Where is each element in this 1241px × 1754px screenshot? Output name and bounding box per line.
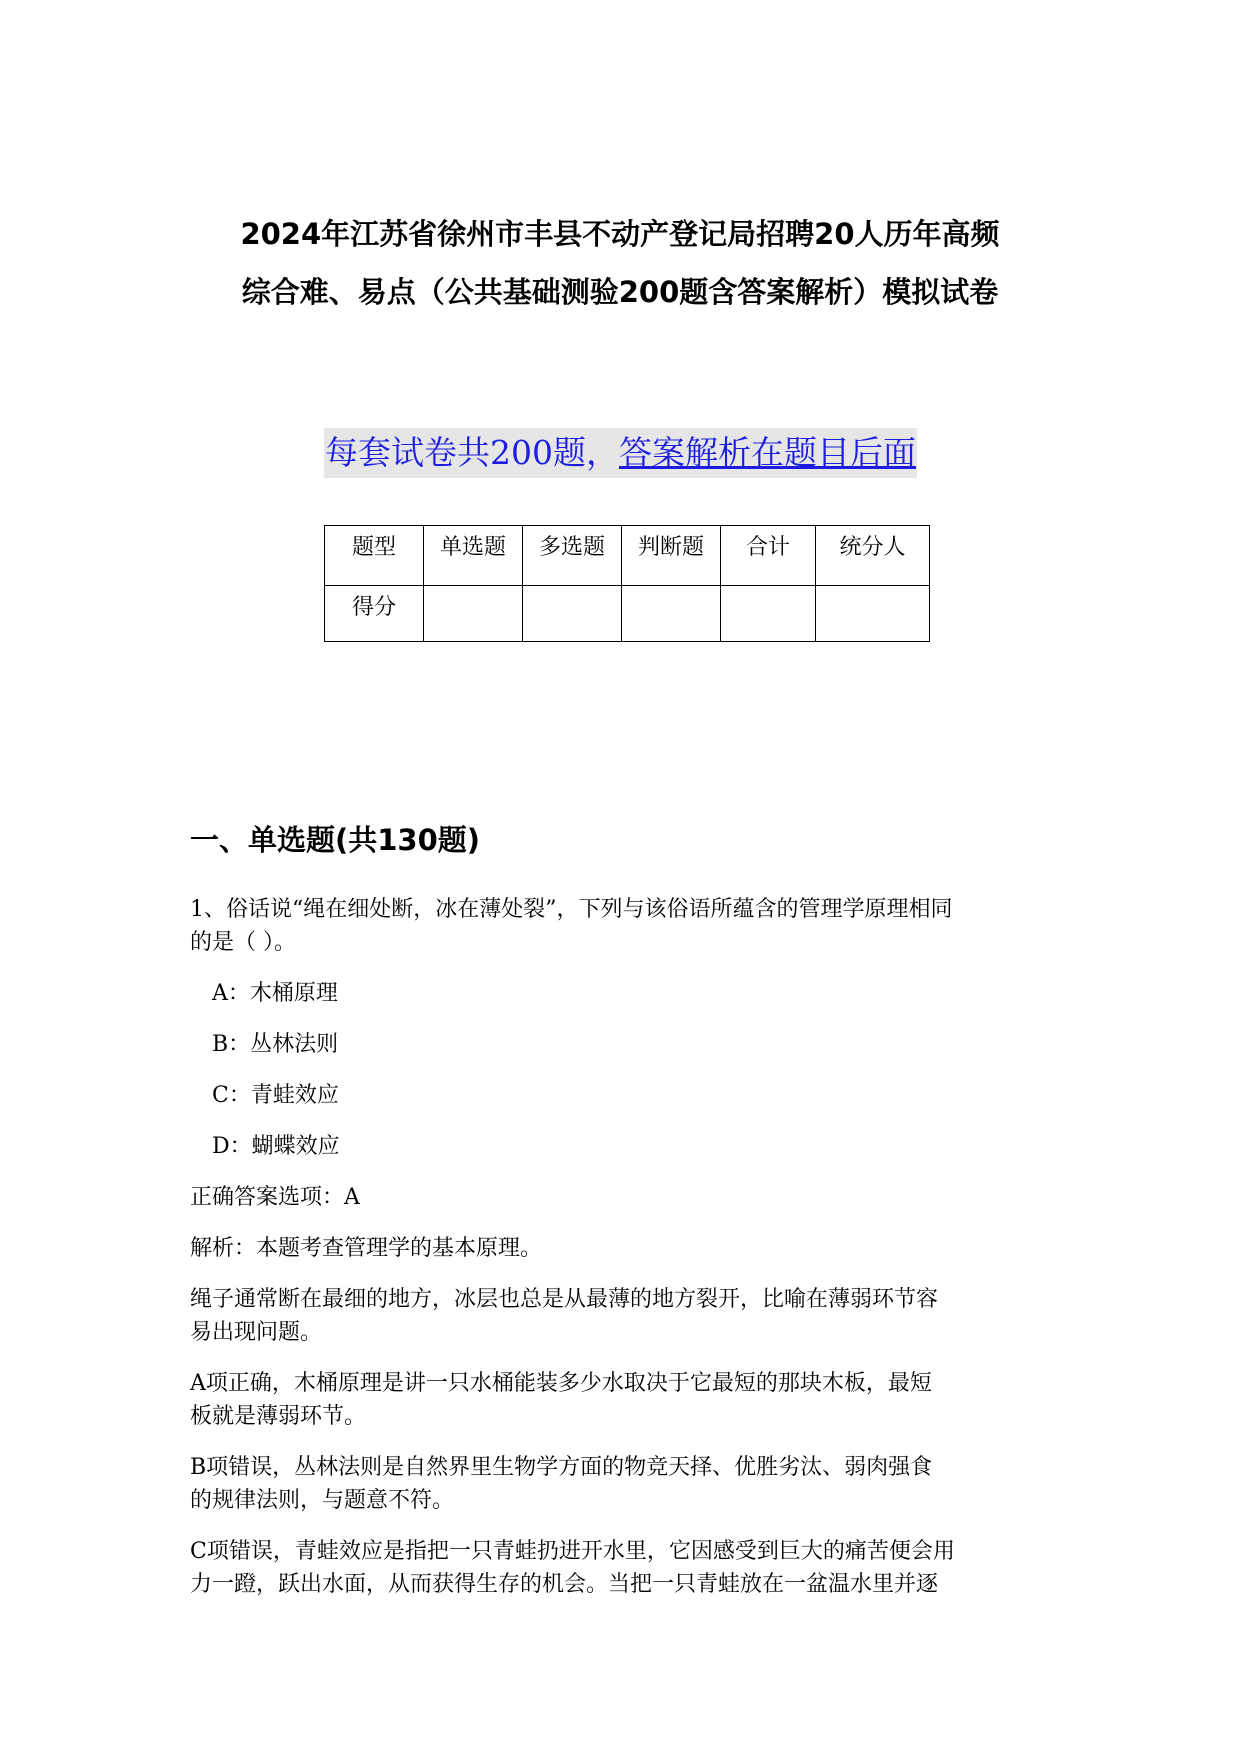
analysis-1-line-1: 绳子通常断在最细的地方，冰层也总是从最薄的地方裂开，比喻在薄弱环节容 [190, 1287, 939, 1312]
analysis-option-c [190, 1535, 1060, 1601]
subtitle-banner [0, 428, 1241, 478]
header-scorer: 统分人 [816, 526, 930, 586]
score-cell-scorer[interactable] [816, 586, 930, 642]
question-stem-line-2: 的是（ ）。 [190, 930, 296, 955]
title-line-1: 2024年江苏省徐州市丰县不动产登记局招聘20人历年高频 [240, 217, 1000, 251]
score-cell-multiple-choice[interactable] [523, 586, 622, 642]
score-table [324, 525, 930, 642]
answer-location-link[interactable]: 答案解析在题目后面 [619, 433, 916, 472]
option-a: A：木桶原理 [212, 981, 338, 1006]
analysis-intro: 解析：本题考查管理学的基本原理。 [190, 1236, 543, 1261]
analysis-c-line-1: C项错误，青蛙效应是指把一只青蛙扔进开水里，它因感受到巨大的痛苦便会用 [190, 1539, 955, 1564]
analysis-option-b [190, 1451, 1060, 1517]
row-label-score: 得分 [325, 586, 424, 642]
score-table-header-row [325, 526, 930, 586]
score-table-score-row [325, 586, 930, 642]
option-b: B：丛林法则 [212, 1032, 339, 1057]
analysis-option-a [190, 1367, 1060, 1433]
subtitle [324, 428, 917, 478]
correct-answer: 正确答案选项：A [190, 1185, 360, 1210]
analysis-b-line-2: 的规律法则，与题意不符。 [190, 1488, 455, 1513]
option-d: D：蝴蝶效应 [212, 1134, 340, 1159]
header-single-choice: 单选题 [424, 526, 523, 586]
analysis-b-line-1: B项错误，丛林法则是自然界里生物学方面的物竞天择、优胜劣汰、弱肉强食 [190, 1455, 933, 1480]
header-true-false: 判断题 [622, 526, 721, 586]
subtitle-text: 每套试卷共200题， [325, 433, 619, 472]
option-c: C：青蛙效应 [212, 1083, 339, 1108]
question-stem [190, 893, 1060, 959]
score-cell-single-choice[interactable] [424, 586, 523, 642]
question-stem-line-1: 1、俗话说“绳在细处断，冰在薄处裂”，下列与该俗语所蕴含的管理学原理相同 [190, 897, 953, 922]
question-1 [190, 893, 1060, 1619]
analysis-1-line-2: 易出现问题。 [190, 1320, 323, 1345]
score-cell-true-false[interactable] [622, 586, 721, 642]
score-cell-total[interactable] [721, 586, 816, 642]
header-total: 合计 [721, 526, 816, 586]
header-multiple-choice: 多选题 [523, 526, 622, 586]
document-title [150, 205, 1090, 321]
header-type: 题型 [325, 526, 424, 586]
analysis-paragraph-1 [190, 1283, 1060, 1349]
analysis-a-line-1: A项正确，木桶原理是讲一只水桶能装多少水取决于它最短的那块木板，最短 [190, 1371, 932, 1396]
title-line-2: 综合难、易点（公共基础测验200题含答案解析）模拟试卷 [241, 275, 999, 309]
section-heading: 一、单选题(共130题) [190, 823, 481, 857]
analysis-c-line-2: 力一蹬，跃出水面，从而获得生存的机会。当把一只青蛙放在一盆温水里并逐 [190, 1572, 939, 1597]
analysis-a-line-2: 板就是薄弱环节。 [190, 1404, 367, 1429]
